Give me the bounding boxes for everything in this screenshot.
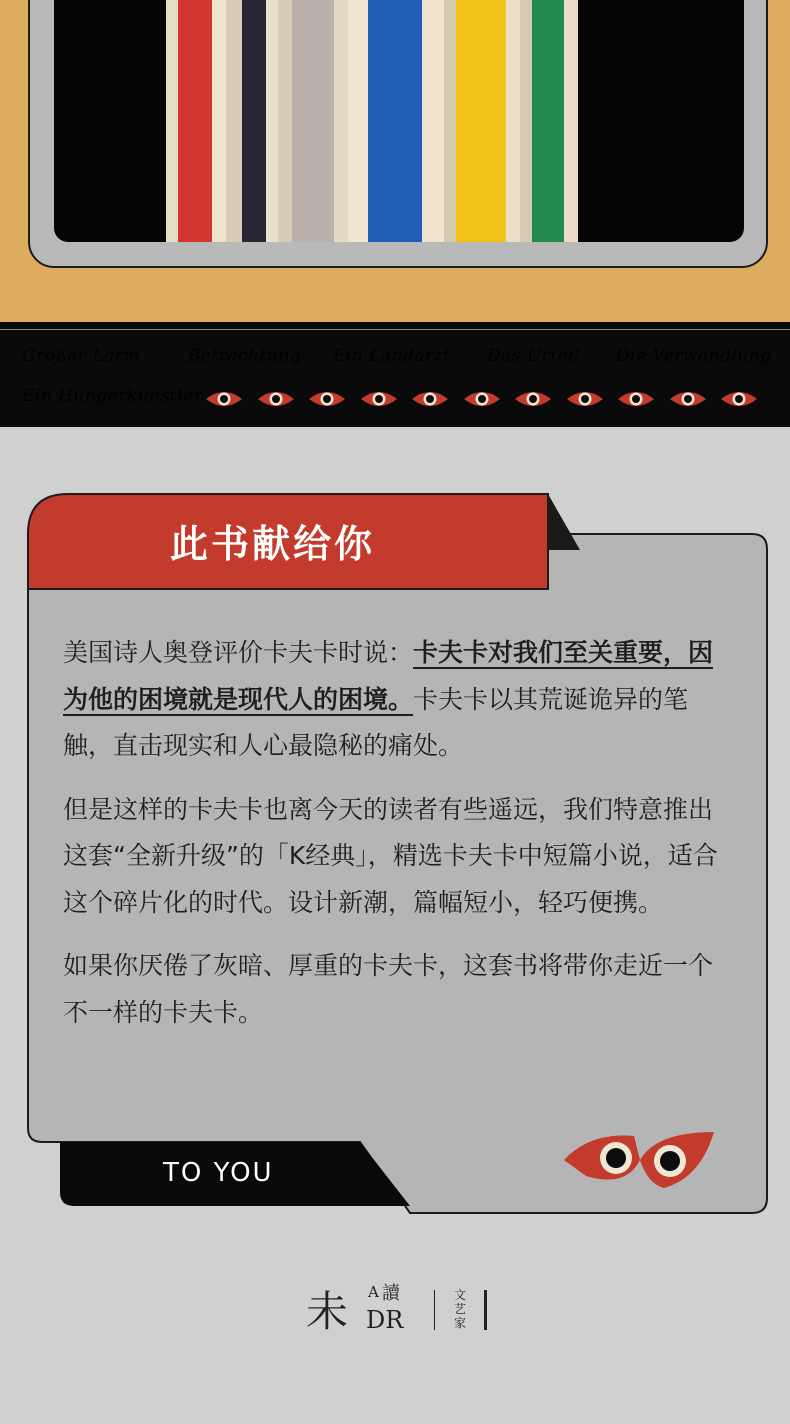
strip-title-6: Ein Hungerkünstler	[22, 386, 203, 406]
eye-icon	[720, 388, 758, 410]
eye-icon	[463, 388, 501, 410]
strip-separator	[0, 329, 790, 330]
logo-subtitle: 文艺家	[454, 1288, 467, 1330]
strip-title-5: Die Verwandlung	[616, 346, 772, 366]
logo-divider	[434, 1290, 435, 1330]
strip-title-3: Ein Landarzt	[333, 346, 451, 366]
book-photo-section	[0, 0, 790, 326]
eye-icon	[669, 388, 707, 410]
logo-letters-dr: DR	[366, 1306, 404, 1334]
publisher-logo	[300, 1282, 500, 1346]
logo-bar	[484, 1290, 487, 1330]
logo-glyph-wei: 未	[306, 1287, 349, 1336]
book-spines-photo	[54, 0, 744, 242]
strip-top-border	[0, 322, 790, 332]
eye-icon	[308, 388, 346, 410]
strip-title-4: Das Urteil	[487, 346, 581, 366]
logo-glyph-du: 讀	[382, 1283, 400, 1304]
eyes-icon	[560, 1126, 720, 1196]
strip-title-1: Großer Lärm	[22, 346, 141, 366]
eye-icon	[566, 388, 604, 410]
eye-icon	[411, 388, 449, 410]
to-you-label: TO YOU	[163, 1158, 274, 1188]
strip-title-2: Betrachtung	[188, 346, 302, 366]
paragraph-1-rest: 卡夫卡以其荒诞诡异的笔触，直击现实和人心最隐秘的痛处。	[63, 684, 689, 760]
eye-icon	[360, 388, 398, 410]
paragraph-3: 如果你厌倦了灰暗、厚重的卡夫卡，这套书将带你走近一个不一样的卡夫卡。	[63, 951, 714, 1027]
card-heading: 此书献给你	[170, 522, 376, 566]
eye-icon	[514, 388, 552, 410]
paragraph-2: 但是这样的卡夫卡也离今天的读者有些遥远，我们特意推出这套“全新升级”的「K经典」，精选卡夫卡中短篇小说，适合这个碎片化的时代。设计新潮，篇幅短小，轻巧便携。	[63, 794, 718, 917]
paragraph-1	[63, 630, 735, 770]
auden-quote: 卡夫卡对我们至关重要，因为他的困境就是现代人的困境。	[63, 638, 714, 714]
logo-letter-a: A	[368, 1283, 379, 1301]
paragraph-1-lead: 美国诗人奥登评价卡夫卡时说：	[63, 638, 414, 667]
eye-icon	[617, 388, 655, 410]
eye-icon	[257, 388, 295, 410]
card-body	[63, 630, 735, 1053]
eye-icon	[205, 388, 243, 410]
